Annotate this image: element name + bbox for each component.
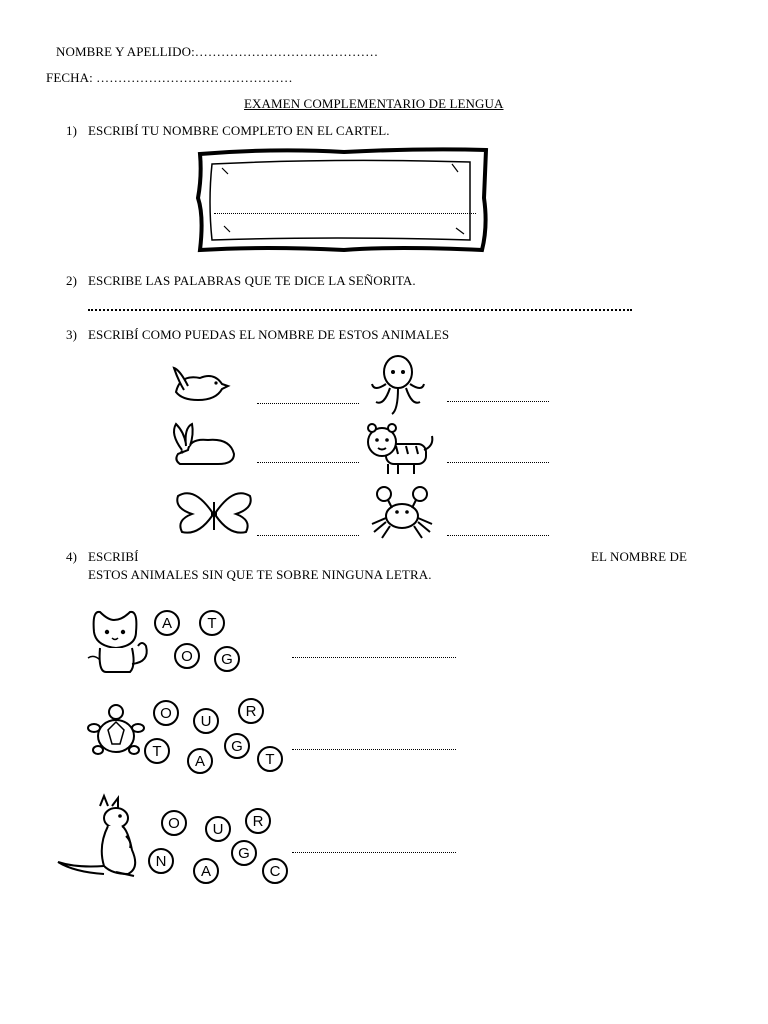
butterfly-icon (174, 490, 254, 536)
question-2-text: ESCRIBE LAS PALABRAS QUE TE DICE LA SEÑORITA. (88, 273, 416, 288)
question-2-number: 2) (66, 273, 78, 288)
letter-bubble[interactable]: U (193, 708, 219, 734)
rabbit-icon (168, 420, 240, 468)
name-field-label: NOMBRE Y APELLIDO:…………………………………… (56, 44, 379, 59)
sign-name-line[interactable] (214, 213, 476, 214)
letter-bubble[interactable]: O (153, 700, 179, 726)
butterfly-answer-line[interactable] (257, 535, 359, 536)
question-4-number: 4) (66, 549, 78, 564)
letter-bubble[interactable]: A (187, 748, 213, 774)
crab-icon (368, 484, 436, 540)
kangaroo-answer-line[interactable] (292, 852, 456, 853)
rabbit-answer-line[interactable] (257, 462, 359, 463)
question-1-text: ESCRIBÍ TU NOMBRE COMPLETO EN EL CARTEL. (88, 123, 390, 138)
letter-bubble[interactable]: A (154, 610, 180, 636)
exam-title: EXAMEN COMPLEMENTARIO DE LENGUA (244, 96, 504, 111)
letter-bubble[interactable]: G (214, 646, 240, 672)
bird-answer-line[interactable] (257, 403, 359, 404)
kangaroo-icon (56, 796, 146, 880)
cat-answer-line[interactable] (292, 657, 456, 658)
crab-answer-line[interactable] (447, 535, 549, 536)
letter-bubble[interactable]: A (193, 858, 219, 884)
cat-icon (86, 606, 152, 676)
letter-bubble[interactable]: G (224, 733, 250, 759)
letter-bubble[interactable]: R (245, 808, 271, 834)
tiger-answer-line[interactable] (447, 462, 549, 463)
turtle-answer-line[interactable] (292, 749, 456, 750)
words-answer-line[interactable] (88, 309, 632, 311)
letter-bubble[interactable]: U (205, 816, 231, 842)
letter-bubble[interactable]: O (174, 643, 200, 669)
turtle-icon (86, 704, 146, 758)
tiger-icon (362, 420, 434, 476)
octopus-icon (366, 352, 430, 418)
question-3-number: 3) (66, 327, 78, 342)
question-4-text-line2: ESTOS ANIMALES SIN QUE TE SOBRE NINGUNA LETRA. (88, 567, 432, 582)
date-field-label: FECHA: ……………………………………… (46, 70, 293, 85)
letter-bubble[interactable]: G (231, 840, 257, 866)
question-4-text-start: ESCRIBÍ (88, 549, 139, 564)
letter-bubble[interactable]: N (148, 848, 174, 874)
letter-bubble[interactable]: O (161, 810, 187, 836)
letter-bubble[interactable]: R (238, 698, 264, 724)
letter-bubble[interactable]: C (262, 858, 288, 884)
wooden-sign-frame (194, 146, 490, 254)
question-1-number: 1) (66, 123, 78, 138)
letter-bubble[interactable]: T (144, 738, 170, 764)
letter-bubble[interactable]: T (257, 746, 283, 772)
question-3-text: ESCRIBÍ COMO PUEDAS EL NOMBRE DE ESTOS ANIMALES (88, 327, 450, 342)
question-4-text-end: EL NOMBRE DE (591, 549, 688, 564)
letter-bubble[interactable]: T (199, 610, 225, 636)
octopus-answer-line[interactable] (447, 401, 549, 402)
bird-icon (170, 364, 232, 404)
